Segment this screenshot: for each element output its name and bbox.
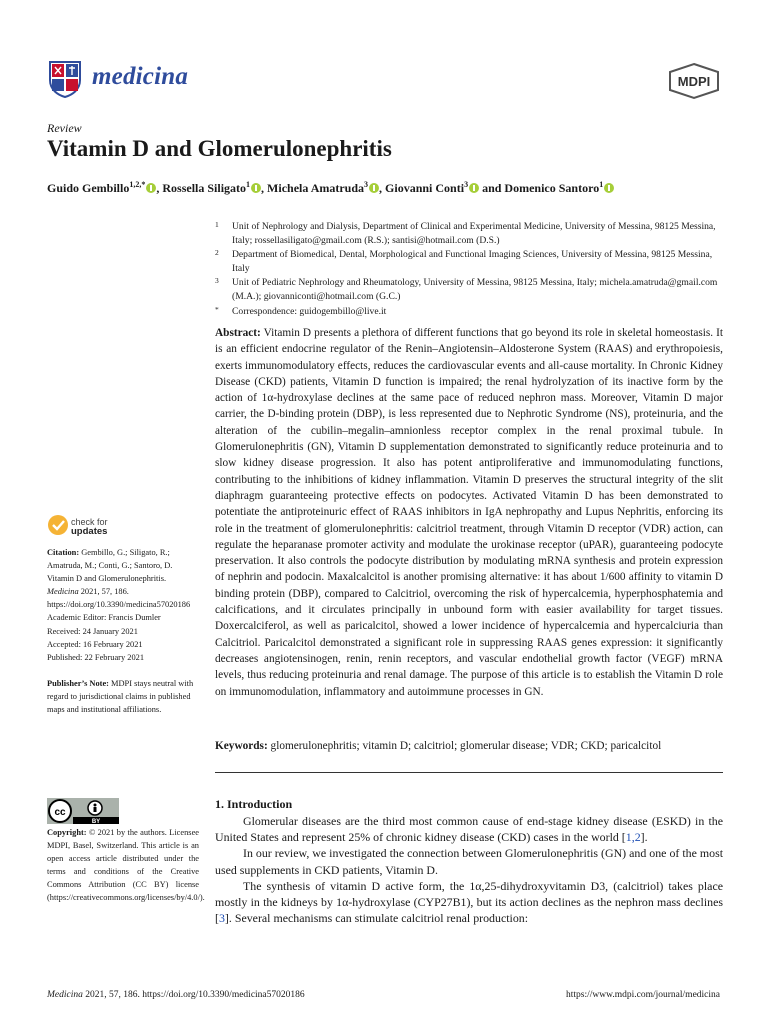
mdpi-logo-icon	[666, 62, 722, 100]
academic-editor: Academic Editor: Francis Dumler	[47, 613, 161, 623]
author-separator: ,	[379, 181, 386, 195]
journal-logo-icon	[48, 60, 82, 98]
svg-text:cc: cc	[54, 807, 66, 818]
reference-link[interactable]: 1,2	[625, 830, 641, 845]
accepted-date: Accepted: 16 February 2021	[47, 639, 143, 649]
publisher-logo-text: MDPI	[677, 74, 711, 89]
affiliation-text: Department of Biomedical, Dental, Morphological and Functional Imaging Sciences, University of Messina, 98125 Messina, Italy	[232, 249, 713, 274]
abstract	[215, 325, 723, 700]
check-updates-line2: updates	[71, 526, 108, 537]
author-name: Giovanni Conti	[385, 181, 465, 195]
author-separator: ,	[261, 181, 268, 195]
introduction-body	[215, 813, 723, 926]
orcid-icon[interactable]	[604, 183, 614, 193]
author-name: Michela Amatruda	[267, 181, 365, 195]
affiliation-number: 2	[215, 248, 219, 258]
keywords	[215, 738, 723, 754]
citation: Citation: Gembillo, G.; Siligato, R.; Amatruda, M.; Conti, G.; Santoro, D. Vitamin D and Glomerulonephritis. Medicina 2021, 57, 186. https://doi.org/10.3390/medicina57020186	[47, 548, 191, 610]
orcid-icon[interactable]	[146, 183, 156, 193]
check-updates-line1: check for	[71, 517, 108, 527]
author-name: Domenico Santoro	[504, 181, 600, 195]
affiliation-text: Correspondence: guidogembillo@live.it	[232, 305, 387, 317]
affiliation	[215, 248, 725, 275]
keywords-label: Keywords:	[215, 740, 268, 752]
sidebar	[47, 546, 199, 716]
author-affiliation-mark: 1	[599, 180, 604, 189]
footer-journal-url[interactable]: https://www.mdpi.com/journal/medicina	[566, 990, 720, 1000]
affiliation-number: 3	[215, 276, 219, 286]
keywords-text: glomerulonephritis; vitamin D; calcitriol; glomerular disease; VDR; CKD; paricalcitol	[270, 740, 662, 752]
divider	[215, 772, 723, 773]
affiliation-number: 1	[215, 220, 219, 229]
author-name: Guido Gembillo	[47, 181, 130, 195]
author-affiliation-mark: 1	[246, 180, 251, 189]
affiliation	[215, 305, 725, 319]
affiliations	[215, 220, 725, 319]
article-type: Review	[47, 121, 82, 135]
author-separator: and	[479, 181, 505, 195]
affiliation	[215, 220, 725, 247]
cc-label: BY	[91, 819, 101, 824]
author-list	[47, 180, 614, 196]
orcid-icon[interactable]	[469, 183, 479, 193]
orcid-icon[interactable]	[251, 183, 261, 193]
section-heading: 1. Introduction	[215, 797, 293, 811]
paragraph: The synthesis of vitamin D active form, the 1α,25-dihydroxyvitamin D3, (calcitriol) takes place mostly in the kidneys by 1α-hydroxylase (CYP27B1), but its action declines as the nephron mass declines [3]. Several mechanisms can stimulate calcitriol renal production:	[215, 878, 723, 926]
author-affiliation-mark: 1,2,*	[129, 180, 146, 189]
copyright: Copyright: © 2021 by the authors. Licensee MDPI, Basel, Switzerland. This article is an open access article distributed under the terms and conditions of the Creative Commons Attribution (CC BY) license (https://creativecommons.org/licenses/by/4.0/).	[47, 828, 205, 903]
author-affiliation-mark: 3	[364, 180, 369, 189]
cc-by-license-icon[interactable]	[47, 798, 119, 824]
dates	[47, 625, 199, 664]
paragraph: In our review, we investigated the connection between Glomerulonephritis (GN) and one of the most used supplements in CKD patients, Vitamin D.	[215, 846, 723, 877]
reference-link[interactable]: 3	[218, 911, 225, 926]
abstract-text: Vitamin D presents a plethora of different functions that go beyond its role in skeletal homeostasis. It is an efficient endocrine regulator of the Renin–Angiotensin–Aldosterone System (RAAS) and erythropoiesis, exerts immunomodulatory effects, reduces the cardiovascular events and all-cause mortality. In Chronic Kidney Disease (CKD) patients, Vitamin D function is impaired; the renal hydrolyzation of its inactive form by the action of 1α-hydroxylase declines at the same pace of reduced nephron mass. Moreover, Vitamin D major carrier, the D-binding protein (DBP), is less represented due to Nephrotic Syndrome (NS), proteinuria, and the alteration of the cubilin–megalin–amnionless receptor complex in the renal proximal tubule. In Glomerulonephritis (GN), Vitamin D supplementation demonstrated to significantly reduce proteinuria and to slow kidney disease progression. It also has potent antiproliferative and immunomodulating functions, contributing to the inhibitions of kidney inflammation. Vitamin D preserves the structural integrity of the slit diaphragm guaranteeing protective effects on podocytes. Activated Vitamin D has been demonstrated to potentiate the antiproteinuric effect of RAAS inhibitors in IgA nephropathy and Lupus Nephritis, enforcing its role in the treatment of glomerulonephritis: calcitriol treatment, through Vitamin D receptor (VDR) action, can regulate the heparanase promoter activity and modulate the urokinase receptor (uPAR), guaranteeing podocyte preservation. It also controls the podocyte distribution by modulating mRNA synthesis and protein expression of nephrin and podocin. Maxalcalcitol is another promising alternative: it has about 1/600 affinity to vitamin D binding protein (DBP), compared to Calcitriol, overcoming the risk of hypercalcemia, hyperphosphatemia and calcifications, and it circulates principally in unbound form with easier availability for target tissues. Doxercalciferol, as well as paricalcitol, showed a lower incidence of hypercalcemia and hypercalciuria than Calcitriol. Paricalcitol demonstrated a significant role in suppressing RAAS genes expression: it significantly decreases angiotensinogen, renin, renin receptors, and vascular endothelial growth factor (VEGF) mRNA levels, thus reducing proteinuria and renal damage. The purpose of this article is to establish the Vitamin D role on immunomodulation, inflammatory and autoimmune processes in GN.	[215, 327, 723, 698]
orcid-icon[interactable]	[369, 183, 379, 193]
published-date: Published: 22 February 2021	[47, 652, 145, 662]
affiliation-text: Unit of Nephrology and Dialysis, Department of Clinical and Experimental Medicine, University of Messina, 98125 Messina, Italy; rossellasiligato@gmail.com (R.S.); santisi@hotmail.com (D.S.)	[232, 221, 716, 246]
paragraph: Glomerular diseases are the third most common cause of end-stage kidney disease (ESKD) in the United States and represent 25% of chronic kidney disease (CKD) cases in the world [1,2].	[215, 814, 723, 845]
affiliation	[215, 276, 725, 303]
publisher-note: Publisher’s Note: MDPI stays neutral with regard to jurisdictional claims in published maps and institutional affiliations.	[47, 678, 194, 715]
received-date: Received: 24 January 2021	[47, 626, 138, 636]
author-name: Rossella Siligato	[162, 181, 247, 195]
abstract-label: Abstract:	[215, 327, 261, 339]
article-title: Vitamin D and Glomerulonephritis	[47, 136, 392, 161]
author-affiliation-mark: 3	[464, 180, 469, 189]
author-separator: ,	[156, 181, 163, 195]
affiliation-number: *	[215, 304, 219, 314]
journal-name: medicina	[92, 63, 189, 90]
check-for-updates-button[interactable]	[47, 513, 137, 545]
affiliation-text: Unit of Pediatric Nephrology and Rheumatology, University of Messina, 98125 Messina, Italy; michela.amatruda@gmail.com (M.A.); giovanniconti@hotmail.com (G.C.)	[232, 277, 718, 302]
footer-citation: Medicina 2021, 57, 186. https://doi.org/10.3390/medicina57020186	[47, 990, 305, 1000]
